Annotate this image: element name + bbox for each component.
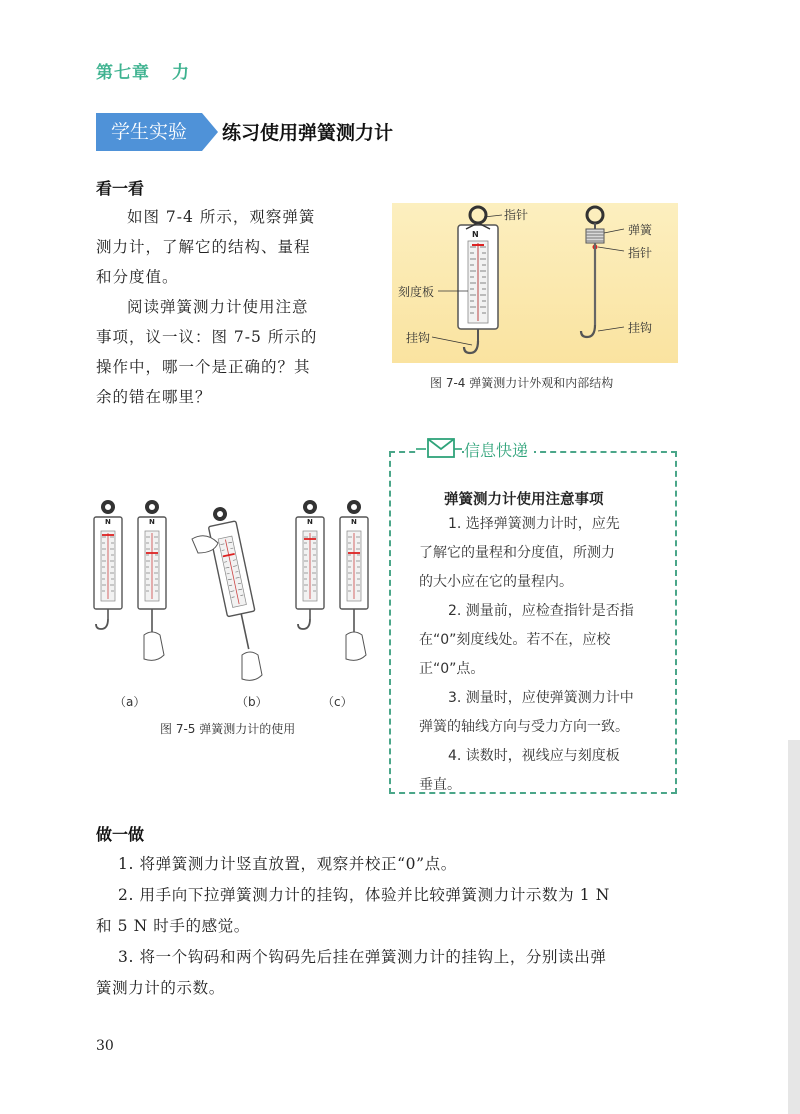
figure-7-4 [392,203,678,363]
label-spring: 弹簧 [628,223,653,237]
hand-icon [346,632,366,660]
ring-icon [470,207,486,223]
info-line: 在“0”刻度线处。若不在，应校 [419,632,611,648]
spring-scale-c2 [340,500,368,609]
section-title: 练习使用弹簧测力计 [222,122,394,144]
figure-7-4-caption: 图 7-4 弹簧测力计外观和内部结构 [430,376,614,390]
do-item: 3. 将一个钩码和两个钩码先后挂在弹簧测力计的挂钩上，分别读出弹 [118,948,607,966]
info-line: 弹簧的轴线方向与受力方向一致。 [419,719,629,735]
hook-icon [298,619,310,629]
hand-icon [144,632,164,660]
info-line: 了解它的量程和分度值，所测力 [419,545,615,561]
hook-icon [464,341,478,353]
subfigure-label-c: （c） [322,695,353,709]
look-p2-line: 余的错在哪里？ [96,388,212,406]
chapter-number: 第七章 [96,63,150,83]
subfigure-label-a: （a） [114,695,146,709]
page-edge-tab [788,740,800,1114]
info-body [419,510,669,800]
unit-label: N [149,518,155,526]
do-item-cont: 簧测力计的示数。 [96,979,225,997]
unit-label: N [351,518,357,526]
info-line: 的大小应在它的量程内。 [419,574,573,590]
label-scale-board: 刻度板 [398,285,435,299]
info-line: 1. 选择弹簧测力计时，应先 [448,516,620,532]
do-item-cont: 和 5 N 时手的感觉。 [96,917,250,935]
unit-label: N [307,518,313,526]
do-heading: 做一做 [96,825,145,844]
info-line: 2. 测量前，应检查指针是否指 [448,603,634,619]
look-p1-line: 测力计，了解它的结构、量程 [96,238,311,256]
chapter-header [96,58,190,83]
look-p2-line: 事项，议一议：图 7-5 所示的 [96,328,318,346]
info-line: 正“0”点。 [419,661,485,677]
hand-icon [242,652,262,680]
spring-scale-b [205,504,263,652]
ring-icon [587,207,603,223]
unit-label: N [105,518,111,526]
section-tag-arrow [202,113,218,151]
label-hook: 挂钩 [406,331,431,345]
chapter-name: 力 [172,63,190,83]
figure-7-5 [92,495,372,695]
look-p2-line: 阅读弹簧测力计使用注意 [127,298,309,316]
info-heading: 弹簧测力计使用注意事项 [444,492,604,508]
info-line: 3. 测量时，应使弹簧测力计中 [448,690,634,706]
spring-scale-c1 [296,500,324,609]
do-item: 2. 用手向下拉弹簧测力计的挂钩，体验并比较弹簧测力计示数为 1 N [118,886,610,904]
info-line: 垂直。 [419,777,461,793]
subfigure-label-b: （b） [236,695,268,709]
label-pointer: 指针 [628,246,653,260]
info-title: 信息快递 [464,438,534,461]
envelope-icon [416,436,462,462]
spring-scale-a2 [138,500,166,609]
spring-scale-a1 [94,500,122,609]
look-paragraph-1 [96,202,378,292]
look-p2-line: 操作中，哪一个是正确的？其 [96,358,311,376]
section-tag: 学生实验 [96,113,202,151]
look-heading: 看一看 [96,179,145,198]
unit-label: N [472,230,479,239]
label-hook: 挂钩 [628,321,653,335]
do-item: 1. 将弹簧测力计竖直放置，观察并校正“0”点。 [118,855,457,873]
label-pointer: 指针 [504,208,529,222]
do-list [96,849,696,1004]
page-number: 30 [96,1038,114,1054]
figure-7-5-caption: 图 7-5 弹簧测力计的使用 [160,722,296,736]
hook-icon [581,325,595,337]
spring-scale-usage-illustration [92,495,372,695]
look-p1-line: 和分度值。 [96,268,179,286]
look-paragraph-2 [96,292,378,412]
info-line: 4. 读数时，视线应与刻度板 [448,748,620,764]
hook-icon [96,619,108,629]
look-p1-line: 如图 7-4 所示，观察弹簧 [127,208,316,226]
